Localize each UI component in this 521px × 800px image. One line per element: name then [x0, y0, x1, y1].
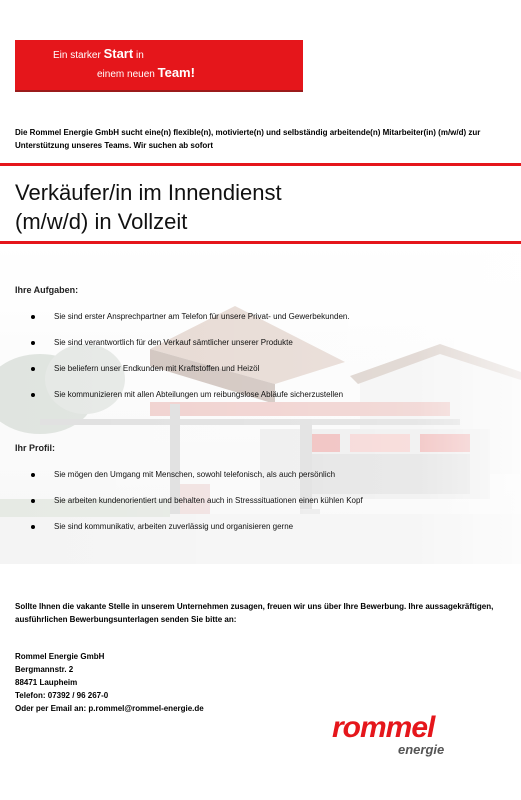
closing-text: Sollte Ihnen die vakante Stelle in unserem Unternehmen zusagen, freuen wir uns über Ihre Bewerbung. Ihre aussagekräftigen, ausführlichen Bewerbungsunterlagen senden Sie bitte an:	[15, 602, 494, 624]
profile-item: Sie sind kommunikativ, arbeiten zuverlässig und organisieren gerne	[28, 522, 508, 548]
profile-heading: Ihr Profil:	[15, 443, 55, 453]
profile-item: Sie arbeiten kundenorientiert und behalten auch in Stresssituationen einen kühlen Kopf	[28, 496, 508, 522]
tasks-list	[28, 312, 508, 416]
intro-text: Die Rommel Energie GmbH sucht eine(n) flexible(n), motivierte(n) und selbständig arbeitende(n) Mitarbeiter(in) (m/w/d) zur Unterstützung unseres Teams. Wir suchen ab sofort	[15, 128, 481, 150]
contact-city: 88471 Laupheim	[15, 678, 78, 687]
title-rule-top	[0, 163, 521, 166]
contact-company: Rommel Energie GmbH	[15, 652, 105, 661]
job-title-line-1: Verkäufer/in im Innendienst	[15, 180, 282, 205]
slogan-line-2: einem neuen Team!	[97, 65, 195, 80]
job-title	[15, 178, 282, 236]
contact-phone: Telefon: 07392 / 96 267-0	[15, 691, 109, 700]
contact-block	[15, 650, 204, 715]
slogan-line-1: Ein starker Start in	[53, 46, 144, 61]
task-item: Sie kommunizieren mit allen Abteilungen um reibungslose Abläufe sicherzustellen	[28, 390, 508, 416]
contact-email: Oder per Email an: p.rommel@rommel-energie.de	[15, 704, 204, 713]
task-item: Sie sind verantwortlich für den Verkauf sämtlicher unserer Produkte	[28, 338, 508, 364]
task-item: Sie beliefern unser Endkunden mit Kraftstoffen und Heizöl	[28, 364, 508, 390]
profile-item: Sie mögen den Umgang mit Menschen, sowohl telefonisch, als auch persönlich	[28, 470, 508, 496]
rommel-energie-logo	[330, 710, 470, 760]
job-title-line-2: (m/w/d) in Vollzeit	[15, 209, 188, 234]
task-item: Sie sind erster Ansprechpartner am Telefon für unsere Privat- und Gewerbekunden.	[28, 312, 508, 338]
contact-street: Bergmannstr. 2	[15, 665, 74, 674]
tasks-heading: Ihre Aufgaben:	[15, 285, 79, 295]
logo-word-energie: energie	[398, 742, 445, 757]
profile-list	[28, 470, 508, 548]
logo-word-rommel: rommel	[332, 711, 435, 744]
slogan-banner	[15, 40, 303, 90]
